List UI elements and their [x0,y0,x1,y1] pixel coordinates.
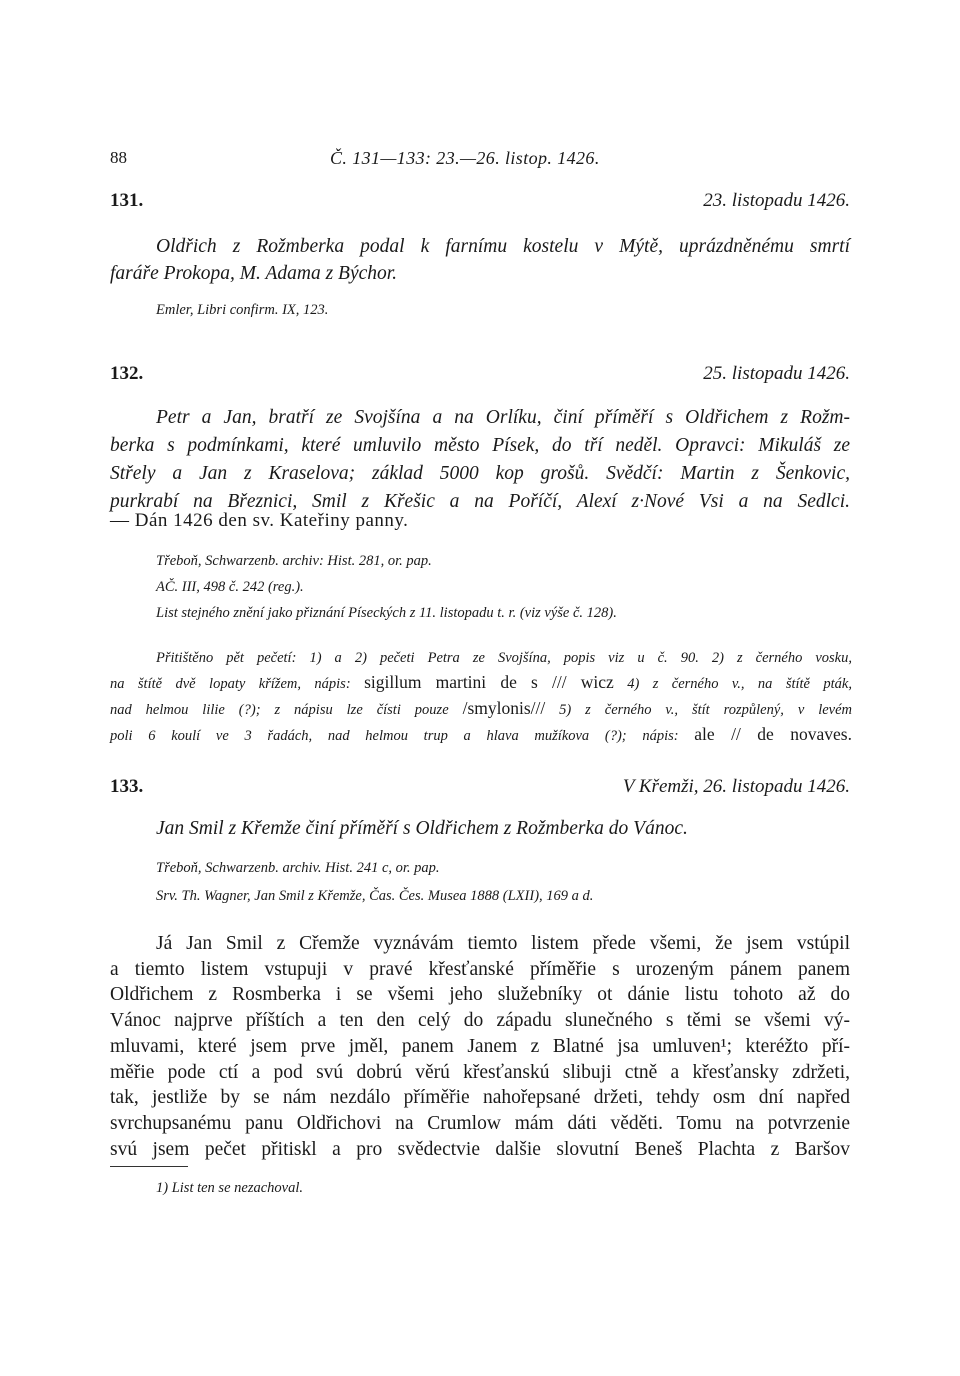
source-line: Třeboň, Schwarzenb. archiv: Hist. 281, or. pap. [156,553,432,569]
footnote-rule [110,1166,188,1167]
entry-number-133: 133. [110,776,144,797]
regest-131 [110,233,850,287]
entry-date-132: 25. listopadu 1426. [703,363,850,384]
entry-number-131: 131. [110,190,144,211]
closing-line: — Dán 1426 den sv. Kateřiny panny. [110,510,409,531]
text-line: a tiemto listem vstupuji v pravé křesťanské příměřie s urozeným pánem panem [110,958,850,980]
seal-line: poli 6 koulí ve 3 řadách, nad helmou trup a hlava mužíkova (?); nápis: ale // de novaves. [110,724,852,744]
text-line: měřie pode ctí a pod svú dobrú věrú křesťanskú slibuji ctně a křesťansky zdržeti, [110,1061,850,1083]
entry-number-132: 132. [110,363,144,384]
text-line: svú jsem pečet přitiskl a pro svědectvie dalšie slovutní Beneš Plachta z Baršov [110,1138,850,1160]
source-line: Srv. Th. Wagner, Jan Smil z Křemže, Čas. Čes. Musea 1888 (LXII), 169 a d. [156,888,594,904]
text-line: svrchupsanému panu Oldřichovi na Crumlow mám dáti věděti. Tomu na potvrzenie [110,1112,850,1134]
text-line: Oldřichem z Rosmberka i se všemi jeho služebníky ot dánie listu tohoto až do [110,984,850,1006]
text-line: tak, jestliže by se nám nezdálo příměřie nahořepsané držeti, tehdy osm dní napřed [110,1087,850,1109]
regest-line: purkrabí na Březnici, Smil z Křešic a na Poříčí, Alexí z·Nové Vsi a na Sedlci. [110,491,850,512]
document-text [110,931,850,1162]
regest-line: berka s podmínkami, které umluvilo město Písek, do tří neděl. Opravci: Mikuláš ze [110,435,850,456]
seal-description [110,646,852,748]
text-line: Já Jan Smil z Cřemže vyznávám tiemto listem přede všemi, že jsem vstúpil [156,933,850,954]
source-line: Třeboň, Schwarzenb. archiv. Hist. 241 c, or. pap. [156,860,440,876]
footnote: 1) List ten se nezachoval. [156,1180,303,1196]
source-line: AČ. III, 498 č. 242 (reg.). [156,579,304,595]
seal-line: Přitištěno pět pečetí: 1) a 2) pečeti Petra ze Svojšína, popis viz u č. 90. 2) z černého vosku, [156,650,852,666]
regest-line: Oldřich z Rožmberka podal k farnímu kostelu v Mýtě, uprázdněnému smrtí [156,236,850,257]
entry-date-131: 23. listopadu 1426. [703,190,850,211]
entry-date-133: V Křemži, 26. listopadu 1426. [622,776,850,797]
text-line: mluvami, které jsem prve jměl, panem Janem z Blatné jsa umluven¹; kteréžto pří- [110,1035,850,1057]
regest-132 [110,404,850,516]
running-title: Č. 131—133: 23.—26. listop. 1426. [330,148,600,168]
regest-line: Petr a Jan, bratří ze Svojšína a na Orlíku, činí příměří s Oldřichem z Rožm- [156,407,850,428]
seal-line: na štítě dvě lopaty křížem, nápis: sigillum martini de s /// wicz 4) z černého v., na štítě pták, [110,672,852,692]
source-line: Emler, Libri confirm. IX, 123. [156,302,329,318]
regest-line: Střely a Jan z Kraselova; základ 5000 kop grošů. Svědčí: Martin z Šenkovic, [110,463,850,484]
regest-133: Jan Smil z Křemže činí příměří s Oldřichem z Rožmberka do Vánoc. [156,818,688,839]
regest-line: faráře Prokopa, M. Adama z Býchor. [110,263,398,284]
page-number: 88 [110,148,127,167]
source-line: List stejného znění jako přiznání Píseckých z 11. listopadu t. r. (viz výše č. 128). [156,605,617,621]
text-line: Vánoc najprve příštích a ten den celý do západu slunečného s těmi se všemi vý- [110,1010,850,1032]
seal-line: nad helmou lilie (?); z nápisu lze čísti pouze /smylonis/// 5) z černého v., štít rozpůlený, v levém [110,698,853,718]
